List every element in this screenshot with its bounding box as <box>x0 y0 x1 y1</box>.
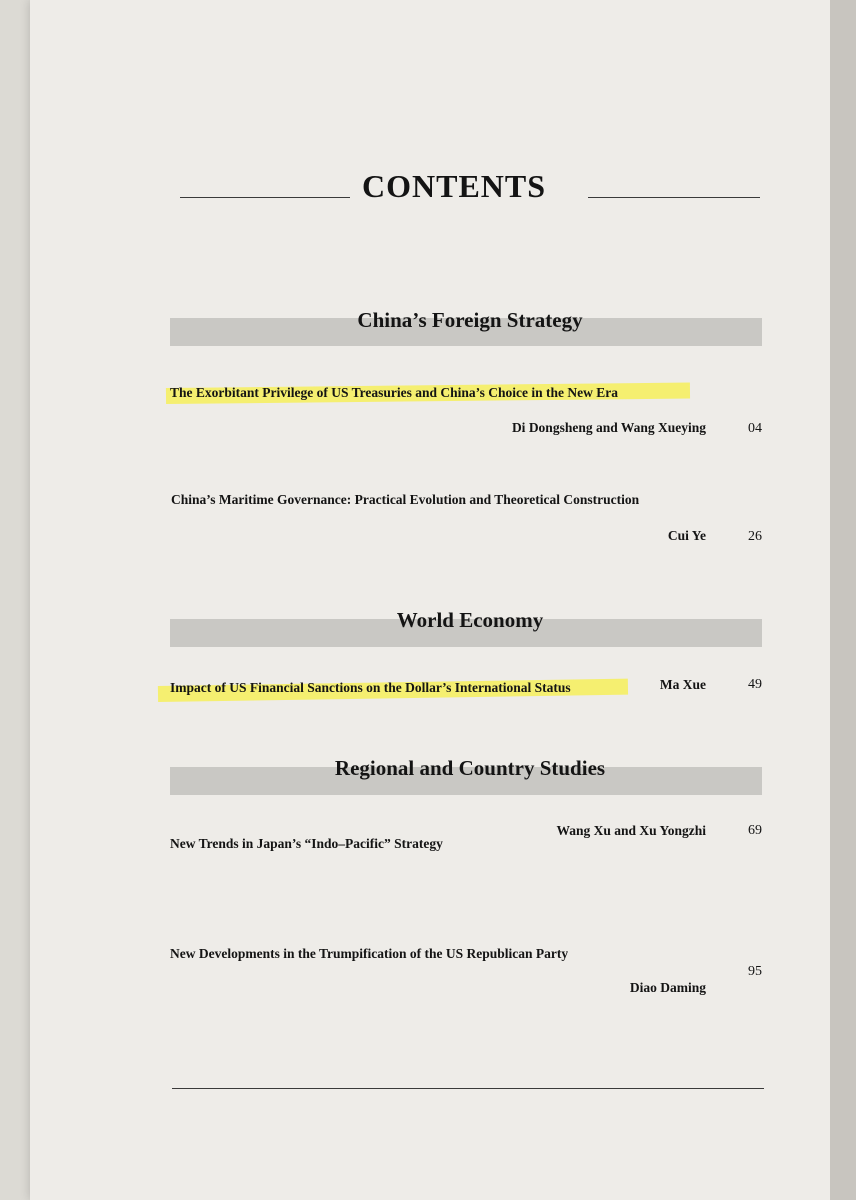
section-heading: Regional and Country Studies <box>334 756 606 780</box>
page-edge <box>830 0 856 1200</box>
page-number: 69 <box>748 823 762 838</box>
page-number: 95 <box>748 964 762 979</box>
contents-title: CONTENTS <box>362 168 547 204</box>
article-title: New Developments in the Trumpification of the US Republican Party <box>170 946 569 961</box>
article-title: The Exorbitant Privilege of US Treasuries and China’s Choice in the New Era <box>170 385 618 400</box>
article-authors: Cui Ye <box>667 528 706 543</box>
page-number: 49 <box>748 677 762 692</box>
page-number: 26 <box>748 529 762 544</box>
article-title: New Trends in Japan’s “Indo–Pacific” Strategy <box>170 836 443 851</box>
title-rule-left <box>180 197 350 198</box>
page-number: 04 <box>748 421 762 436</box>
article-title: Impact of US Financial Sanctions on the Dollar’s International Status <box>170 680 571 695</box>
title-rule-right <box>588 197 760 198</box>
article-title: China’s Maritime Governance: Practical Evolution and Theoretical Construction <box>171 492 640 507</box>
section-heading: World Economy <box>396 608 544 632</box>
article-authors: Diao Daming <box>629 980 706 995</box>
section-heading: China’s Foreign Strategy <box>357 308 583 332</box>
footer-rule <box>172 1088 764 1089</box>
article-authors: Ma Xue <box>659 677 706 692</box>
article-authors: Wang Xu and Xu Yongzhi <box>556 823 706 838</box>
article-authors: Di Dongsheng and Wang Xueying <box>511 420 706 435</box>
